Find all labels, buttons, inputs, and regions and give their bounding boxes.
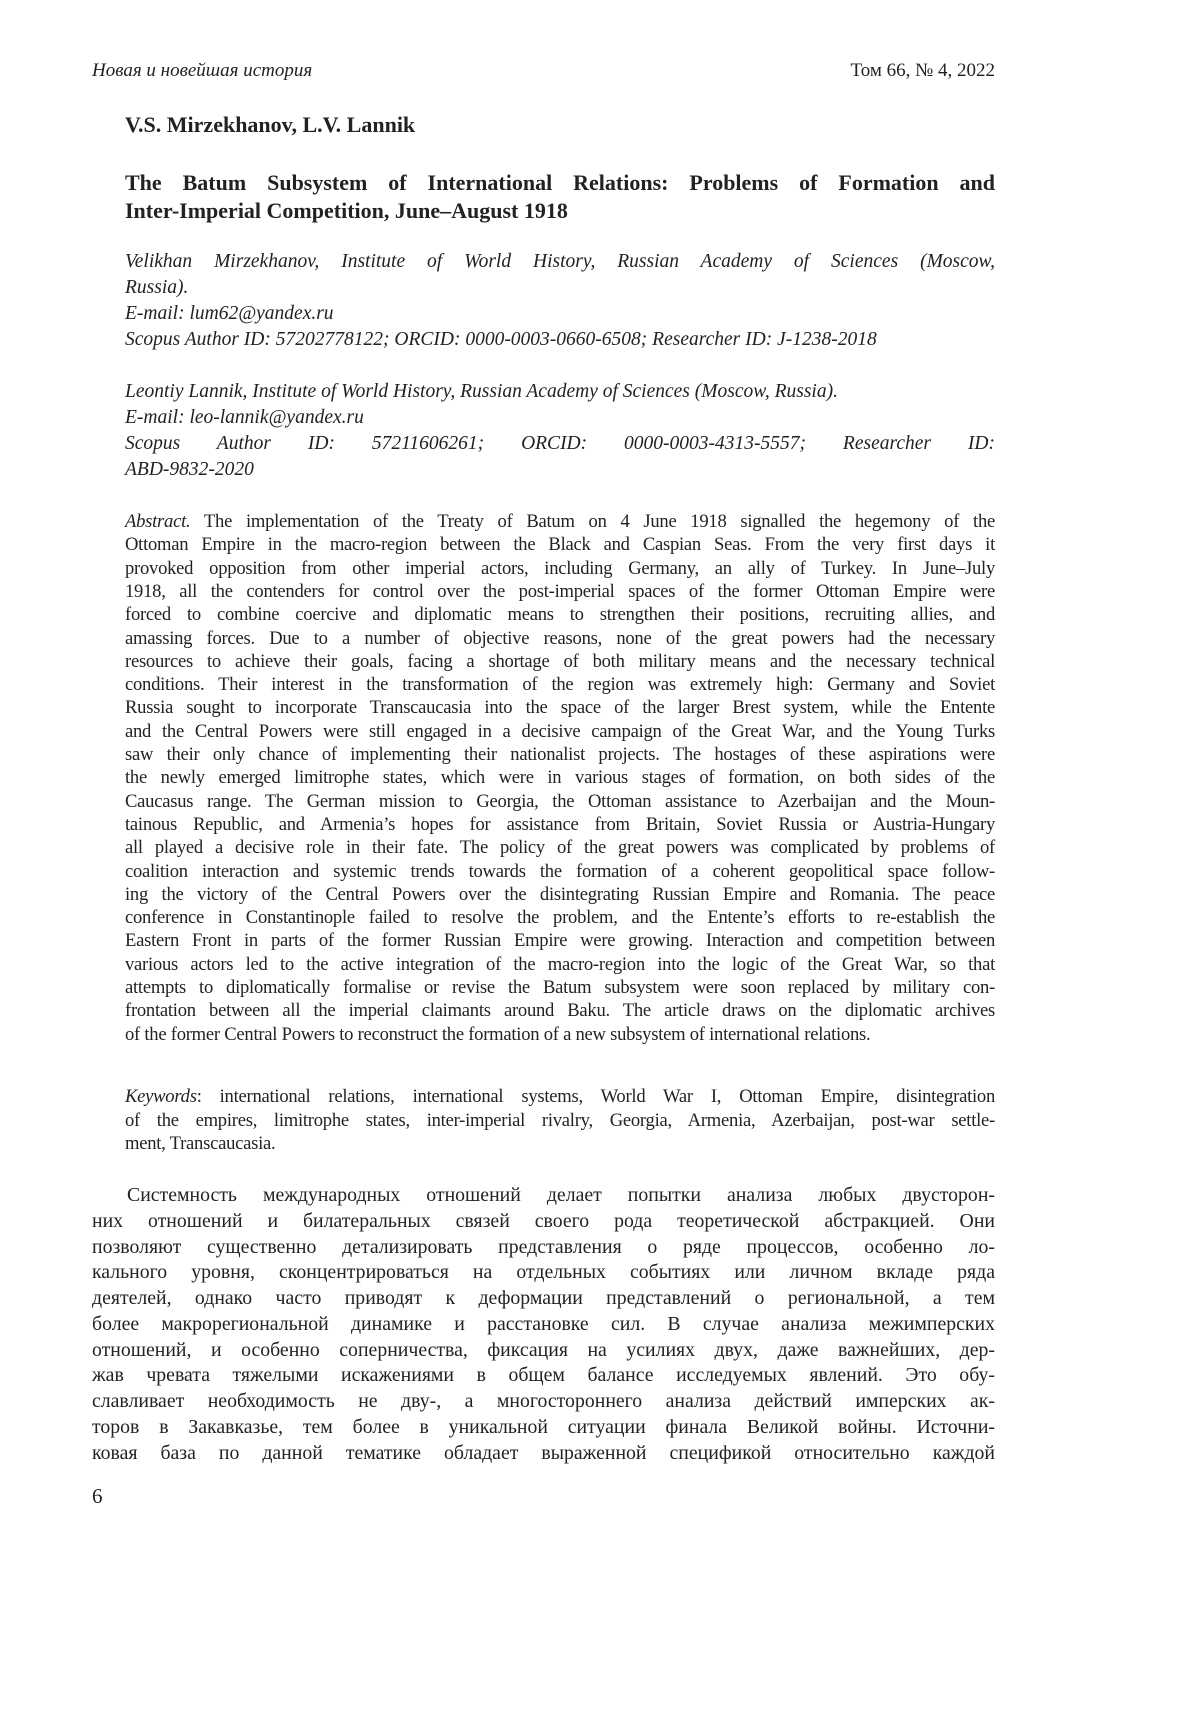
- body-line: торов в Закавказье, тем более в уникальной ситуации финала Великой войны. Источни-: [92, 1415, 995, 1438]
- body-line: ковая база по данной тематике обладает выраженной спецификой относительно каждой: [92, 1441, 995, 1464]
- abstract-line: tainous Republic, and Armenia’s hopes for assistance from Britain, Soviet Russia or Austria-Hungary: [125, 813, 995, 835]
- abstract-line: [125, 511, 995, 533]
- author-affiliation: Velikhan Mirzekhanov, Institute of World History, Russian Academy of Sciences (Moscow,: [125, 251, 995, 272]
- author-email: E-mail: leo-lannik@yandex.ru: [125, 407, 364, 428]
- author-ids: Scopus Author ID: 57211606261; ORCID: 0000-0003-4313-5557; Researcher ID:: [125, 433, 995, 454]
- abstract-line: various actors led to the active integration of the macro-region into the logic of the Great War, so that: [125, 953, 995, 975]
- page-number: 6: [92, 1484, 103, 1508]
- abstract-line: 1918, all the contenders for control over the post-imperial spaces of the former Ottoman Empire were: [125, 580, 995, 602]
- abstract-line: forced to combine coercive and diplomatic means to strengthen their positions, recruiting allies, and: [125, 604, 995, 626]
- body-line: них отношений и билатеральных связей своего рода теоретической абстракцией. Они: [92, 1209, 995, 1232]
- keywords-line: of the empires, limitrophe states, inter-imperial rivalry, Georgia, Armenia, Azerbaijan, post-war settle-: [125, 1109, 995, 1131]
- abstract-label: Abstract.: [125, 511, 191, 532]
- abstract-line: ing the victory of the Central Powers over the disintegrating Russian Empire and Romania. The peace: [125, 883, 995, 905]
- article-title-line: Inter-Imperial Competition, June–August 1918: [125, 198, 568, 223]
- abstract-line: conference in Constantinople failed to resolve the problem, and the Entente’s efforts to re-establish the: [125, 907, 995, 929]
- article-authors: V.S. Mirzekhanov, L.V. Lannik: [125, 112, 416, 137]
- keywords-label: Keywords: [125, 1086, 197, 1107]
- abstract-line: frontation between all the imperial claimants around Baku. The article draws on the diplomatic archives: [125, 1000, 995, 1022]
- body-line: Системность международных отношений делает попытки анализа любых двусторон-: [127, 1184, 995, 1206]
- keywords-text: : international relations, international systems, World War I, Ottoman Empire, disintegration: [196, 1086, 995, 1107]
- abstract-text: The implementation of the Treaty of Batum on 4 June 1918 signalled the hegemony of the: [190, 511, 995, 532]
- abstract-line: conditions. Their interest in the transformation of the region was extremely high: Germany and Soviet: [125, 674, 995, 696]
- issue-info: Том 66, № 4, 2022: [850, 60, 995, 81]
- journal-name: Новая и новейшая история: [92, 60, 313, 81]
- article-title-line: The Batum Subsystem of International Relations: Problems of Formation and: [125, 170, 995, 195]
- abstract-line: amassing forces. Due to a number of objective reasons, none of the great powers had the necessary: [125, 627, 995, 649]
- body-line: кального уровня, сконцентрироваться на отдельных событиях или личном вкладе ряда: [92, 1261, 995, 1284]
- body-line: деятелей, однако часто приводят к деформации представлений о региональной, а тем: [92, 1287, 995, 1309]
- abstract-line: of the former Central Powers to reconstruct the formation of a new subsystem of international relations.: [125, 1023, 871, 1045]
- abstract-line: resources to achieve their goals, facing a shortage of both military means and the necessary technical: [125, 650, 995, 672]
- abstract-line: the newly emerged limitrophe states, which were in various stages of formation, on both sides of the: [125, 767, 995, 789]
- abstract-line: Caucasus range. The German mission to Georgia, the Ottoman assistance to Azerbaijan and the Moun-: [125, 790, 995, 812]
- keywords-line: [125, 1086, 995, 1108]
- abstract-line: Russia sought to incorporate Transcaucasia into the space of the larger Brest system, while the Entente: [125, 697, 995, 719]
- author-email: E-mail: lum62@yandex.ru: [125, 303, 334, 324]
- abstract-line: coalition interaction and systemic trends towards the formation of a coherent geopolitical space follow-: [125, 860, 995, 882]
- author-affiliation: Leontiy Lannik, Institute of World History, Russian Academy of Sciences (Moscow, Russia).: [125, 381, 838, 402]
- body-line: позволяют существенно детализировать представления о ряде процессов, особенно ло-: [92, 1235, 995, 1258]
- abstract-line: Ottoman Empire in the macro-region between the Black and Caspian Seas. From the very first days it: [125, 534, 995, 556]
- abstract-line: and the Central Powers were still engaged in a decisive campaign of the Great War, and the Young Turks: [125, 720, 995, 742]
- abstract-line: all played a decisive role in their fate. The policy of the great powers was complicated by problems of: [125, 837, 995, 859]
- body-line: жав чревата тяжелыми искажениями в общем балансе исследуемых явлений. Это обу-: [92, 1364, 995, 1387]
- author-affiliation-cont: Russia).: [125, 277, 189, 298]
- keywords-line: ment, Transcaucasia.: [125, 1133, 276, 1154]
- author-ids: Scopus Author ID: 57202778122; ORCID: 0000-0003-0660-6508; Researcher ID: J-1238-2018: [125, 329, 877, 350]
- abstract-line: Eastern Front in parts of the former Russian Empire were growing. Interaction and competition between: [125, 930, 995, 952]
- body-line: отношений, и особенно соперничества, фиксация на усилиях двух, даже важнейших, дер-: [92, 1338, 995, 1361]
- abstract-line: provoked opposition from other imperial actors, including Germany, an ally of Turkey. In June–July: [125, 557, 995, 579]
- body-line: более макрорегиональной динамике и расстановке сил. В случае анализа межимперских: [92, 1312, 995, 1335]
- abstract-line: attempts to diplomatically formalise or revise the Batum subsystem were soon replaced by military con-: [125, 977, 995, 998]
- abstract-line: saw their only chance of implementing their nationalist projects. The hostages of these aspirations were: [125, 744, 995, 765]
- author-ids-cont: ABD-9832-2020: [125, 459, 254, 480]
- body-line: славливает необходимость не дву-, а многостороннего анализа действий имперских ак-: [92, 1390, 995, 1412]
